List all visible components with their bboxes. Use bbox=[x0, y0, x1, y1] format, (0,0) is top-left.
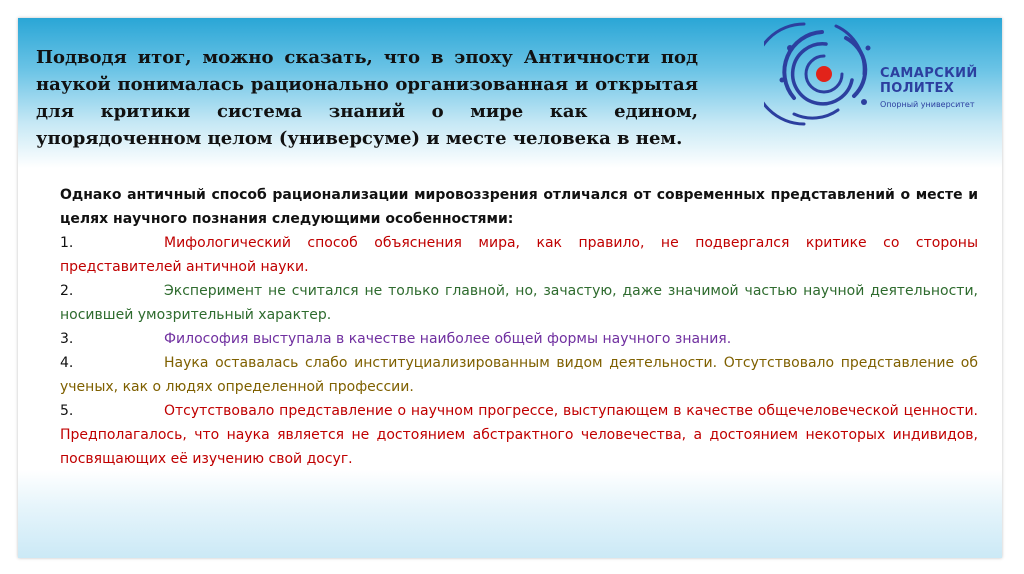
list-item-text: Философия выступала в качестве наиболее общей формы научного знания. bbox=[164, 331, 732, 347]
intro-paragraph: Однако античный способ рационализации мировоззрения отличался от современных представлений о месте и целях научного познания следующими особенностями: bbox=[60, 187, 978, 227]
list-item-4 bbox=[60, 351, 978, 399]
logo-subtitle: Опорный университет bbox=[880, 100, 975, 109]
main-content bbox=[60, 183, 978, 471]
list-item-text: Мифологический способ объяснения мира, как правило, не подвергался критике со стороны представителей античной науки. bbox=[60, 235, 978, 275]
list-item-5 bbox=[60, 399, 978, 471]
list-item-number: 2. bbox=[60, 283, 74, 299]
list-item-number: 3. bbox=[60, 331, 74, 347]
list-item-2 bbox=[60, 279, 978, 327]
list-item-number: 1. bbox=[60, 235, 74, 251]
list-item-text: Наука оставалась слабо институциализированным видом деятельности. Отсутствовало представление об ученых, как о людях определенной профессии. bbox=[60, 355, 978, 395]
list-item-1 bbox=[60, 231, 978, 279]
bottom-gradient-band bbox=[18, 470, 1002, 558]
list-item-number: 5. bbox=[60, 403, 74, 419]
list-item-number: 4. bbox=[60, 355, 74, 371]
list-item-text: Отсутствовало представление о научном прогрессе, выступающем в качестве общечеловеческой ценности. Предполагалось, что наука является не достоянием абстрактного человечества, а достоянием некоторых индивидов, посвящающих её изучению свой досуг. bbox=[60, 403, 978, 467]
logo-line-1: САМАРСКИЙ bbox=[880, 66, 978, 81]
list-item-3 bbox=[60, 327, 978, 351]
logo-wordmark bbox=[880, 66, 1004, 96]
list-item-text: Эксперимент не считался не только главной, но, зачастую, даже значимой частью научной деятельности, носившей умозрительный характер. bbox=[60, 283, 978, 323]
logo-line-2: ПОЛИТЕХ bbox=[880, 81, 955, 96]
summary-paragraph: Подводя итог, можно сказать, что в эпоху Античности под наукой понималась рационально организованная и открытая для критики система знаний о мире как едином, упорядоченном целом (универсуме) и месте человека в нем. bbox=[36, 47, 698, 149]
